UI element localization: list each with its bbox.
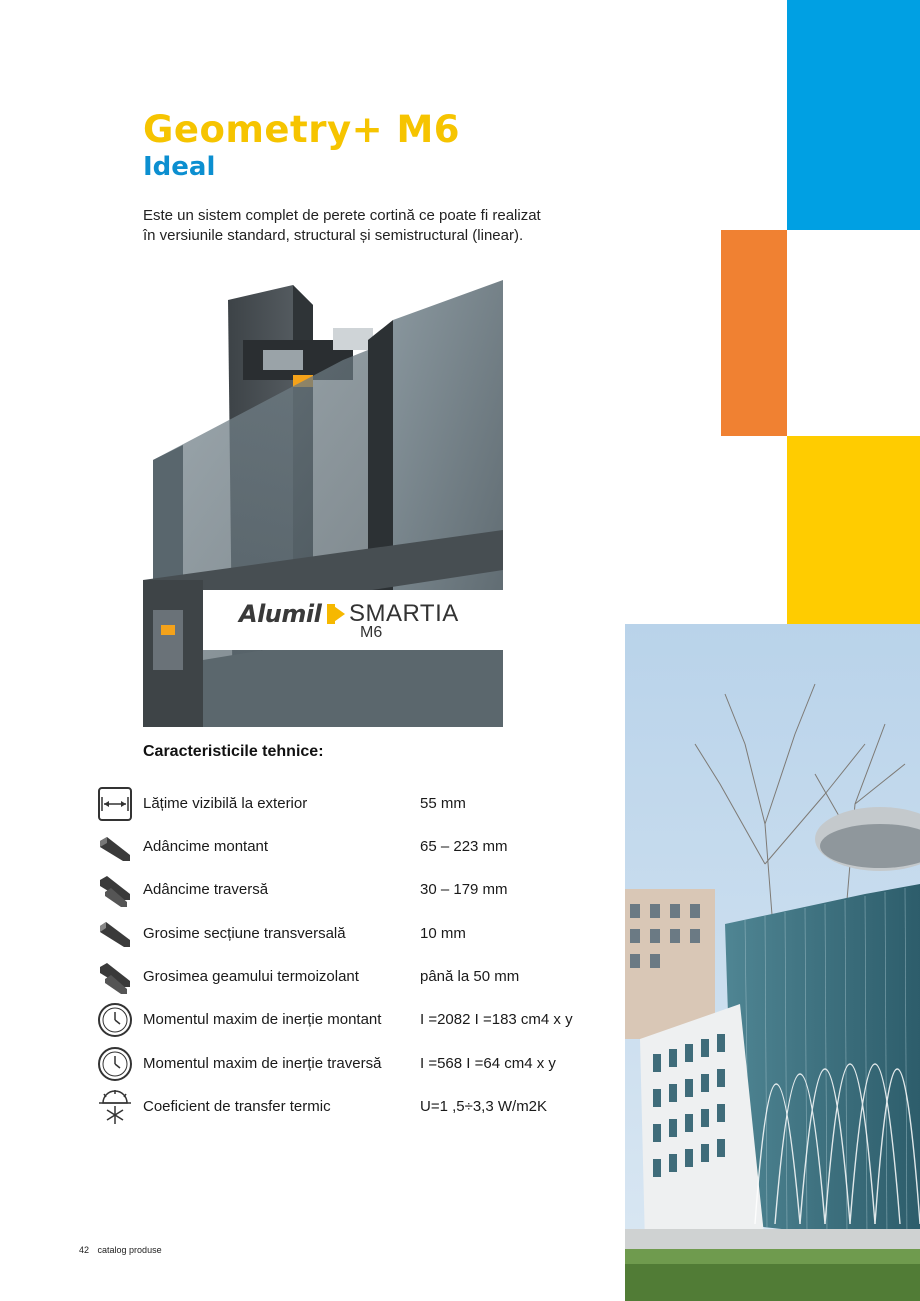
spec-row: [97, 1002, 617, 1042]
spec-value: 30 – 179 mm: [420, 881, 508, 898]
product-logo: [203, 590, 503, 650]
page-subtitle: Ideal: [143, 152, 216, 182]
spec-row: [97, 1089, 617, 1129]
spec-row: [97, 872, 617, 912]
spec-row: [97, 829, 617, 869]
spec-row: [97, 916, 617, 956]
spec-label: Adâncime traversă: [143, 881, 269, 898]
sun-snowflake-icon: [97, 1089, 133, 1125]
spec-label: Momentul maxim de inerție traversă: [143, 1055, 382, 1072]
specs-heading: Caracteristicile tehnice:: [143, 743, 324, 760]
spec-value: I =2082 I =183 cm4 x y: [420, 1011, 573, 1028]
profile-depth-icon: [97, 916, 133, 952]
spec-value: 10 mm: [420, 925, 466, 942]
yellow-accent-block: [787, 436, 920, 624]
spec-row: [97, 959, 617, 999]
spec-row: [97, 786, 617, 826]
spec-label: Coeficient de transfer termic: [143, 1098, 331, 1115]
logo-arrow-tip-icon: [331, 604, 345, 624]
building-illustration: [625, 624, 920, 1301]
page-footer: [79, 1245, 168, 1255]
spec-label: Adâncime montant: [143, 838, 269, 855]
profile-depth-icon: [97, 829, 133, 865]
page-title: Geometry+ M6: [143, 108, 461, 151]
orange-accent-block: [721, 230, 787, 436]
product-name: SMARTIA: [349, 600, 459, 627]
spec-label: Lățime vizibilă la exterior: [143, 795, 308, 812]
blue-accent-block: [787, 0, 920, 230]
spec-value: U=1 ,5÷3,3 W/m2K: [420, 1098, 548, 1115]
page-number: 42: [79, 1245, 90, 1255]
footer-text: catalog produse: [97, 1245, 162, 1255]
spec-value: până la 50 mm: [420, 968, 520, 985]
spec-label: Grosime secțiune transversală: [143, 925, 346, 942]
product-image: [143, 280, 503, 727]
spec-value: 55 mm: [420, 795, 466, 812]
intro-line: în versiunile standard, structural și semistructural (linear).: [143, 227, 524, 244]
clock-icon: [97, 1046, 133, 1082]
spec-row: [97, 1046, 617, 1086]
brand-name: Alumil: [239, 600, 322, 628]
clock-icon: [97, 1002, 133, 1038]
curtain-wall-render: [143, 280, 503, 727]
intro-line: Este un sistem complet de perete cortină ce poate fi realizat: [143, 207, 541, 224]
spec-label: Momentul maxim de inerție montant: [143, 1011, 382, 1028]
spec-label: Grosimea geamului termoizolant: [143, 968, 359, 985]
profile-depth-icon: [97, 872, 133, 908]
spec-value: I =568 I =64 cm4 x y: [420, 1055, 556, 1072]
profile-depth-icon: [97, 959, 133, 995]
intro-paragraph: [143, 206, 583, 246]
product-model: M6: [360, 624, 383, 641]
spec-value: 65 – 223 mm: [420, 838, 508, 855]
width-arrows-icon: [97, 786, 133, 822]
building-photo: [625, 624, 920, 1301]
